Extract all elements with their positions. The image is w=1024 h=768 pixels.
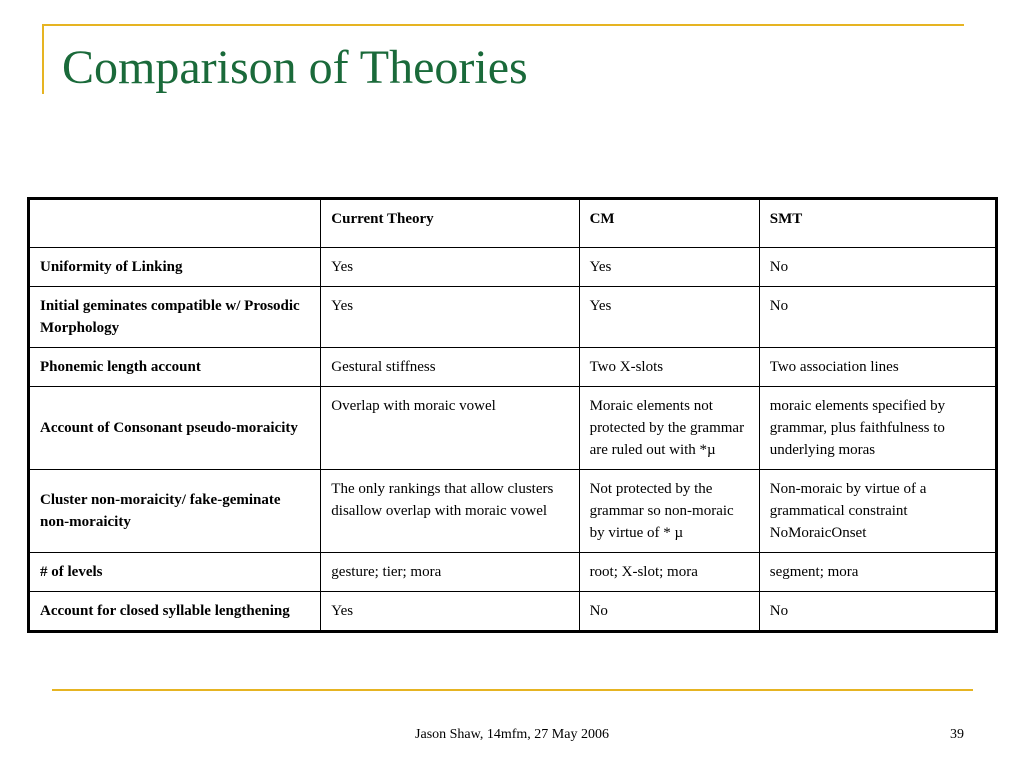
table-cell: Not protected by the grammar so non-moraic by virtue of * µ — [579, 470, 759, 553]
table-cell: gesture; tier; mora — [321, 553, 579, 592]
left-accent-rule — [42, 24, 44, 94]
row-label: Phonemic length account — [29, 348, 321, 387]
table-cell: Two association lines — [759, 348, 996, 387]
table-cell: No — [579, 592, 759, 632]
table-row — [29, 470, 997, 553]
table-cell: Yes — [579, 248, 759, 287]
table-cell: Yes — [321, 592, 579, 632]
page-number: 39 — [950, 727, 964, 742]
table-row — [29, 553, 997, 592]
table-cell: root; X-slot; mora — [579, 553, 759, 592]
footer-accent-rule — [52, 689, 973, 691]
table-row — [29, 287, 997, 348]
table-cell: The only rankings that allow clusters disallow overlap with moraic vowel — [321, 470, 579, 553]
table-header-row — [29, 199, 997, 248]
row-label: # of levels — [29, 553, 321, 592]
comparison-table-wrapper — [27, 197, 998, 633]
header-cell-cm: CM — [579, 199, 759, 248]
table-cell: Gestural stiffness — [321, 348, 579, 387]
table-cell: Non-moraic by virtue of a grammatical constraint NoMoraicOnset — [759, 470, 996, 553]
row-label: Initial geminates compatible w/ Prosodic Morphology — [29, 287, 321, 348]
table-cell: No — [759, 287, 996, 348]
table-row — [29, 348, 997, 387]
table-cell: Yes — [321, 287, 579, 348]
table-cell: Moraic elements not protected by the grammar are ruled out with *µ — [579, 387, 759, 470]
header-cell-current-theory: Current Theory — [321, 199, 579, 248]
table-cell: Overlap with moraic vowel — [321, 387, 579, 470]
table-cell: segment; mora — [759, 553, 996, 592]
slide-footer: Jason Shaw, 14mfm, 27 May 2006 — [415, 727, 609, 742]
table-row — [29, 592, 997, 632]
row-label: Account for closed syllable lengthening — [29, 592, 321, 632]
row-label: Uniformity of Linking — [29, 248, 321, 287]
table-cell: Two X-slots — [579, 348, 759, 387]
header-cell-smt: SMT — [759, 199, 996, 248]
table-cell: moraic elements specified by grammar, plus faithfulness to underlying moras — [759, 387, 996, 470]
row-label: Account of Consonant pseudo-moraicity — [29, 387, 321, 470]
top-accent-rule — [42, 24, 964, 26]
slide-title: Comparison of Theories — [62, 41, 528, 94]
header-cell-empty — [29, 199, 321, 248]
table-cell: Yes — [579, 287, 759, 348]
comparison-table — [27, 197, 998, 633]
table-row — [29, 387, 997, 470]
row-label: Cluster non-moraicity/ fake-geminate non-moraicity — [29, 470, 321, 553]
table-cell: No — [759, 248, 996, 287]
table-cell: No — [759, 592, 996, 632]
table-row — [29, 248, 997, 287]
table-cell: Yes — [321, 248, 579, 287]
